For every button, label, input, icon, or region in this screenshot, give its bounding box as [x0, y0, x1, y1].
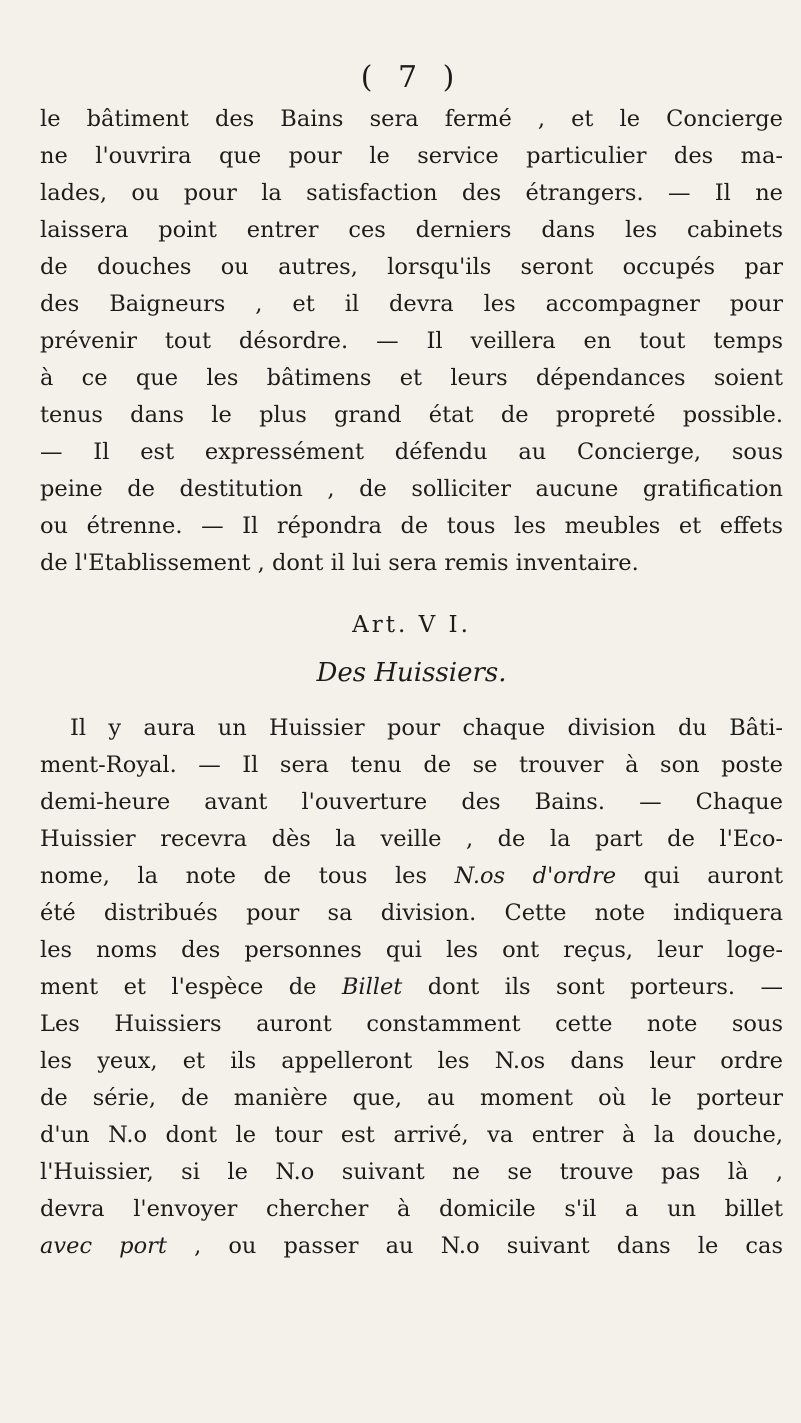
text-line: ne l'ouvrira que pour le service particulier des ma- [40, 143, 783, 169]
text-line: ment-Royal. — Il sera tenu de se trouver à son poste [40, 752, 783, 778]
text-line: laissera point entrer ces derniers dans les cabinets [40, 217, 783, 243]
text-segment: dont ils sont porteurs. — [402, 974, 783, 1000]
article-heading: Art. V I. [352, 612, 471, 638]
text-line: été distribués pour sa division. Cette note indiquera [40, 900, 783, 926]
text-line: de douches ou autres, lorsqu'ils seront occupés par [40, 254, 783, 280]
text-line [40, 969, 783, 1006]
italic-segment: Billet [341, 974, 403, 1000]
paragraph-concierge [40, 101, 783, 582]
text-segment: , ou passer au N.o suivant dans le cas [166, 1233, 783, 1259]
text-line: devra l'envoyer chercher à domicile s'il a un billet [40, 1196, 783, 1222]
text-line: des Baigneurs , et il devra les accompagner pour [40, 291, 783, 317]
text-line: de série, de manière que, au moment où le porteur [40, 1085, 783, 1111]
text-line: l'Huissier, si le N.o suivant ne se trouve pas là , [40, 1159, 783, 1185]
article-subtitle: Des Huissiers. [316, 658, 507, 688]
text-line: Il y aura un Huissier pour chaque division du Bâti- [70, 715, 783, 741]
paragraph-huissiers [40, 710, 783, 1265]
text-line: de l'Etablissement , dont il lui sera remis inventaire. [40, 550, 639, 576]
text-line: Huissier recevra dès la veille , de la part de l'Eco- [40, 826, 783, 852]
text-line: prévenir tout désordre. — Il veillera en tout temps [40, 328, 783, 354]
italic-segment: N.os d'ordre [454, 863, 617, 889]
text-segment: nome, la note de tous les [40, 863, 455, 889]
text-line: demi-heure avant l'ouverture des Bains. — Chaque [40, 789, 783, 815]
text-line: les noms des personnes qui les ont reçus, leur loge- [40, 937, 783, 963]
text-line: Les Huissiers auront constamment cette note sous [40, 1011, 783, 1037]
text-line: lades, ou pour la satisfaction des étrangers. — Il ne [40, 180, 783, 206]
text-line: — Il est expressément défendu au Concierge, sous [40, 439, 783, 465]
text-segment: ment et l'espèce de [40, 974, 342, 1000]
text-line: à ce que les bâtimens et leurs dépendances soient [40, 365, 783, 391]
text-segment: qui auront [616, 863, 783, 889]
text-line [40, 858, 783, 895]
text-line: ou étrenne. — Il répondra de tous les meubles et effets [40, 513, 783, 539]
page-number: ( 7 ) [360, 60, 463, 95]
text-line: d'un N.o dont le tour est arrivé, va entrer à la douche, [40, 1122, 783, 1148]
text-line: les yeux, et ils appelleront les N.os dans leur ordre [40, 1048, 783, 1074]
italic-segment: avec port [40, 1233, 167, 1259]
text-line: peine de destitution , de solliciter aucune gratification [40, 476, 783, 502]
text-line: le bâtiment des Bains sera fermé , et le Concierge [40, 106, 783, 132]
text-line: tenus dans le plus grand état de propreté possible. [40, 402, 783, 428]
text-line [40, 1228, 783, 1265]
